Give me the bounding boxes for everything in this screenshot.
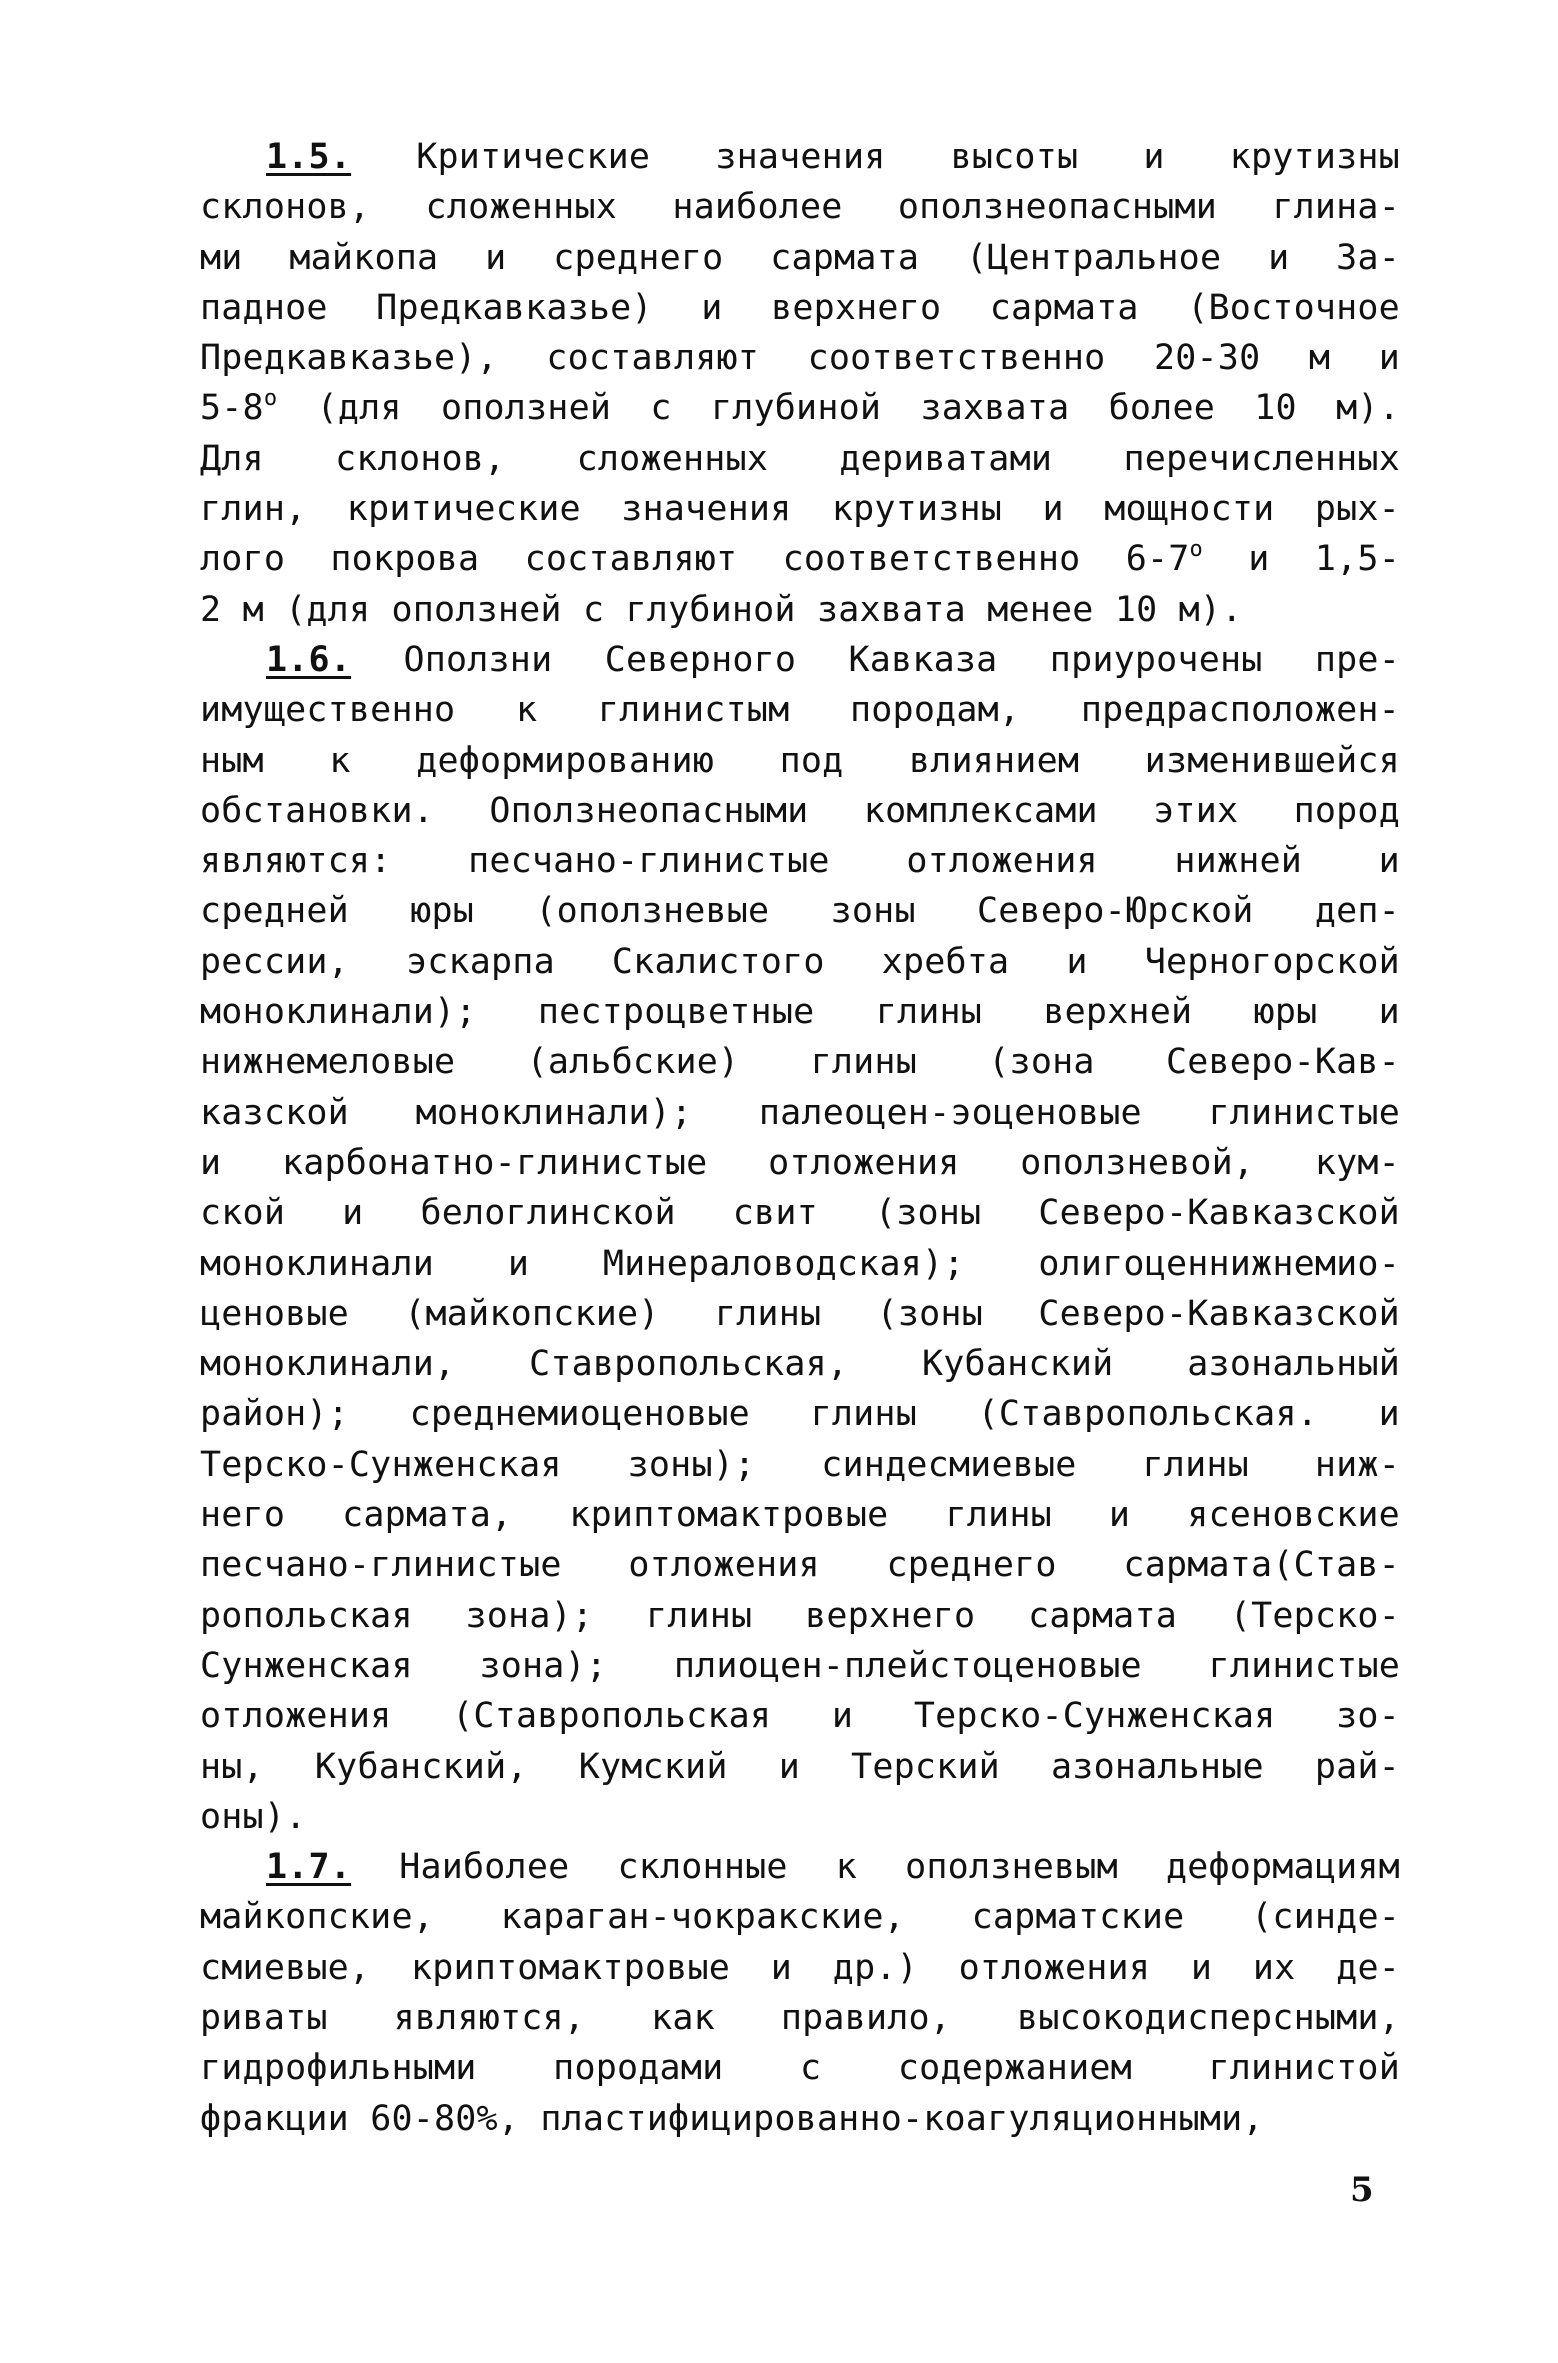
paragraph-1-line: Для склонов, сложенных дериватами перечисленных bbox=[200, 438, 1400, 479]
paragraph-2-line: имущественно к глинистым породам, предрасположен- bbox=[200, 690, 1400, 731]
paragraph-3-line: риваты являются, как правило, высокодисперсными, bbox=[200, 1997, 1400, 2038]
paragraph-3-line: фракции 60-80%, пластифицированно-коагуляционными, bbox=[200, 2098, 1264, 2139]
paragraph-2-line: оны). bbox=[200, 1796, 307, 1837]
paragraph-2-line: являются: песчано-глинистые отложения нижней и bbox=[200, 841, 1400, 882]
paragraph-2-line: ропольская зона); глины верхнего сармата (Терско- bbox=[200, 1595, 1400, 1636]
paragraph-2-line: средней юры (оползневые зоны Северо-Юрской деп- bbox=[200, 891, 1400, 932]
paragraph-3-line: гидрофильными породами с содержанием глинистой bbox=[200, 2048, 1400, 2089]
paragraph-2-line: Терско-Сунженская зоны); синдесмиевые глины ниж- bbox=[200, 1444, 1400, 1485]
paragraph-2-line: моноклинали); пестроцветные глины верхней юры и bbox=[200, 992, 1400, 1033]
paragraph-1-line: лого покрова составляют соответственно 6-7$^o$ и 1,5- bbox=[200, 537, 1400, 580]
paragraph-2-line: него сармата, криптомактровые глины и ясеновские bbox=[200, 1495, 1400, 1536]
paragraph-2-line: обстановки. Оползнеопасными комплексами этих пород bbox=[200, 790, 1400, 831]
paragraph-2-line: 1.6. Оползни Северного Кавказа приурочены пре- bbox=[200, 635, 1400, 685]
section-number: 1.6. bbox=[266, 639, 352, 680]
paragraph-3-line: 1.7. Наиболее склонные к оползневым деформациям bbox=[200, 1842, 1400, 1892]
paragraph-2-line: нижнемеловые (альбские) глины (зона Северо-Кав- bbox=[200, 1042, 1400, 1083]
paragraph-2-line: песчано-глинистые отложения среднего сармата(Став- bbox=[200, 1545, 1400, 1586]
paragraph-2-line: ценовые (майкопские) глины (зоны Северо-Кавказской bbox=[200, 1293, 1400, 1334]
paragraph-2-line: казской моноклинали); палеоцен-эоценовые глинистые bbox=[200, 1092, 1400, 1133]
paragraph-1-line: глин, критические значения крутизны и мощности рых- bbox=[200, 489, 1400, 530]
paragraph-2-line: отложения (Ставропольская и Терско-Сунженская зо- bbox=[200, 1696, 1400, 1737]
paragraph-1-line: 5-8$^o$ (для оползней с глубиной захвата более 10 м). bbox=[200, 386, 1400, 429]
body-text bbox=[200, 132, 1400, 2144]
page-number: 5 bbox=[1350, 2170, 1374, 2210]
section-number: 1.7. bbox=[266, 1847, 352, 1888]
paragraph-1-line: ми майкопа и среднего сармата (Центральное и За- bbox=[200, 237, 1400, 278]
paragraph-1-line: склонов, сложенных наиболее оползнеопасными глина- bbox=[200, 187, 1400, 228]
paragraph-1-line: Предкавказье), составляют соответственно 20-30 м и bbox=[200, 338, 1400, 379]
paragraph-2-line: район); среднемиоценовые глины (Ставропольская. и bbox=[200, 1394, 1400, 1435]
paragraph-2-line: ской и белоглинской свит (зоны Северо-Кавказской bbox=[200, 1193, 1400, 1234]
paragraph-3-line: майкопские, караган-чокракские, сарматские (синде- bbox=[200, 1897, 1400, 1938]
paragraph-1-line: падное Предкавказье) и верхнего сармата (Восточное bbox=[200, 287, 1400, 328]
paragraph-2-line: моноклинали, Ставропольская, Кубанский азональный bbox=[200, 1344, 1400, 1385]
paragraph-2-line: ны, Кубанский, Кумский и Терский азональные рай- bbox=[200, 1746, 1400, 1787]
paragraph-2-line: моноклинали и Минераловодская); олигоценнижнемио- bbox=[200, 1243, 1400, 1284]
paragraph-2-line: рессии, эскарпа Скалистого хребта и Черногорской bbox=[200, 941, 1400, 982]
paragraph-1-line: 2 м (для оползней с глубиной захвата менее 10 м). bbox=[200, 589, 1243, 630]
paragraph-2-line: Сунженская зона); плиоцен-плейстоценовые глинистые bbox=[200, 1645, 1400, 1686]
paragraph-2-line: и карбонатно-глинистые отложения оползневой, кум- bbox=[200, 1142, 1400, 1183]
paragraph-1-line: 1.5. Критические значения высоты и крутизны bbox=[200, 132, 1400, 182]
section-number: 1.5. bbox=[266, 137, 352, 177]
paragraph-3-line: смиевые, криптомактровые и др.) отложения и их де- bbox=[200, 1947, 1400, 1988]
paragraph-2-line: ным к деформированию под влиянием изменившейся bbox=[200, 740, 1400, 781]
